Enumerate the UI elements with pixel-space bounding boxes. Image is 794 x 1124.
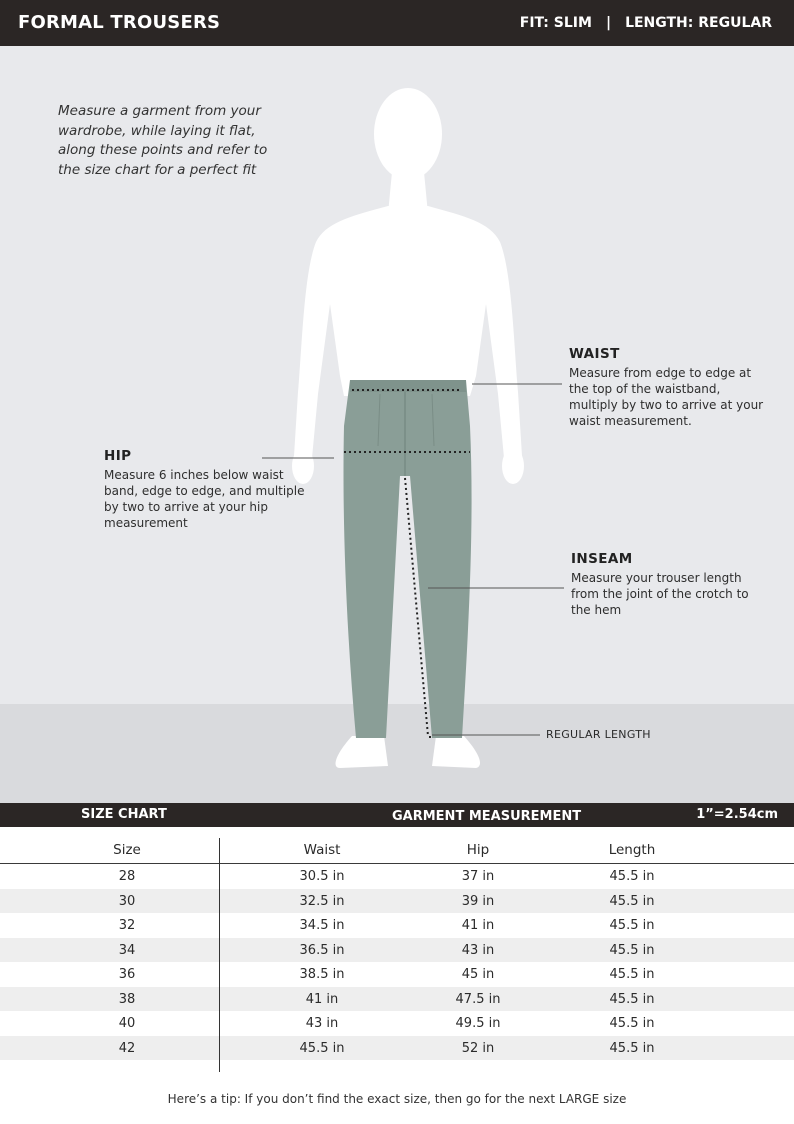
size-cell: 36: [118, 967, 136, 982]
hip-cell: 41 in: [461, 918, 495, 933]
column-header-waist: Waist: [303, 842, 341, 858]
size-cell: 40: [118, 1016, 136, 1031]
waist-cell: 34.5 in: [299, 918, 345, 933]
inseam-callout: [571, 551, 771, 618]
table-row: [0, 987, 794, 1012]
page-header: [0, 0, 794, 46]
waist-cell: 41 in: [305, 991, 339, 1007]
waist-cell: 45.5 in: [299, 1040, 345, 1056]
inseam-heading: INSEAM: [571, 551, 633, 567]
length-cell: 45.5 in: [609, 918, 655, 933]
garment-measurement-label: GARMENT MEASUREMENT: [392, 809, 582, 824]
table-row: [0, 864, 794, 889]
length-cell: 45.5 in: [609, 942, 655, 958]
length-cell: 45.5 in: [609, 893, 655, 909]
size-cell: 30: [118, 893, 136, 909]
page-title: FORMAL TROUSERS: [18, 12, 221, 33]
fit-length-info: [520, 15, 772, 31]
waist-cell: 30.5 in: [299, 869, 345, 884]
table-row: [0, 938, 794, 963]
waist-cell: 36.5 in: [299, 942, 345, 958]
waist-cell: 32.5 in: [299, 893, 345, 909]
length-cell: 45.5 in: [609, 991, 655, 1007]
size-cell: 42: [118, 1040, 136, 1056]
hip-cell: 37 in: [461, 869, 495, 884]
hip-cell: 39 in: [461, 893, 495, 909]
length-cell: 45.5 in: [609, 1016, 655, 1031]
measurement-illustration: [0, 46, 794, 803]
size-chart-label: SIZE CHART: [81, 807, 167, 822]
hip-cell: 47.5 in: [455, 991, 501, 1007]
size-chart-header-bar: [0, 803, 794, 827]
hip-cell: 43 in: [461, 942, 495, 958]
hip-heading: HIP: [104, 448, 132, 464]
length-label: LENGTH: REGULAR: [625, 15, 772, 31]
waist-description: Measure from edge to edge at the top of the waistband, multiply by two to arrive at your waist measurement.: [569, 366, 764, 428]
length-cell: 45.5 in: [609, 967, 655, 982]
size-cell: 38: [118, 991, 136, 1007]
table-row: [0, 1011, 794, 1036]
size-cell: 28: [118, 869, 136, 884]
table-row: [0, 913, 794, 938]
length-cell: 45.5 in: [609, 869, 655, 884]
table-column-divider: [219, 838, 220, 1072]
column-header-size: Size: [113, 842, 141, 858]
table-header-row: [0, 836, 794, 864]
table-row: [0, 962, 794, 987]
fit-label: FIT: SLIM: [519, 15, 592, 31]
trousers-shape: [344, 380, 472, 738]
hip-cell: 45 in: [461, 967, 495, 982]
unit-conversion-label: 1”=2.54cm: [696, 807, 778, 822]
table-row: [0, 889, 794, 914]
sizing-tip: Here’s a tip: If you don’t find the exact size, then go for the next LARGE size: [167, 1092, 627, 1106]
column-header-hip: Hip: [466, 842, 490, 858]
regular-length-label: REGULAR LENGTH: [546, 728, 651, 741]
hip-description: Measure 6 inches below waist band, edge to edge, and multiple by two to arrive at your hip measurement: [104, 468, 305, 530]
hip-cell: 52 in: [461, 1040, 495, 1056]
waist-callout: [569, 346, 769, 429]
waist-heading: WAIST: [569, 346, 620, 362]
waist-cell: 38.5 in: [299, 967, 345, 982]
table-row: [0, 1036, 794, 1061]
header-separator: |: [605, 15, 612, 31]
hip-callout: [104, 448, 319, 531]
size-cell: 34: [118, 942, 136, 958]
size-chart-table: [0, 836, 794, 1060]
inseam-description: Measure your trouser length from the joint of the crotch to the hem: [571, 571, 749, 617]
size-cell: 32: [118, 918, 136, 933]
intro-text: Measure a garment from your wardrobe, while laying it flat, along these points and refer to the size chart for a perfect fit: [58, 103, 268, 178]
waist-cell: 43 in: [305, 1016, 339, 1031]
hip-cell: 49.5 in: [455, 1016, 501, 1031]
length-cell: 45.5 in: [609, 1040, 655, 1056]
column-header-length: Length: [608, 842, 656, 858]
